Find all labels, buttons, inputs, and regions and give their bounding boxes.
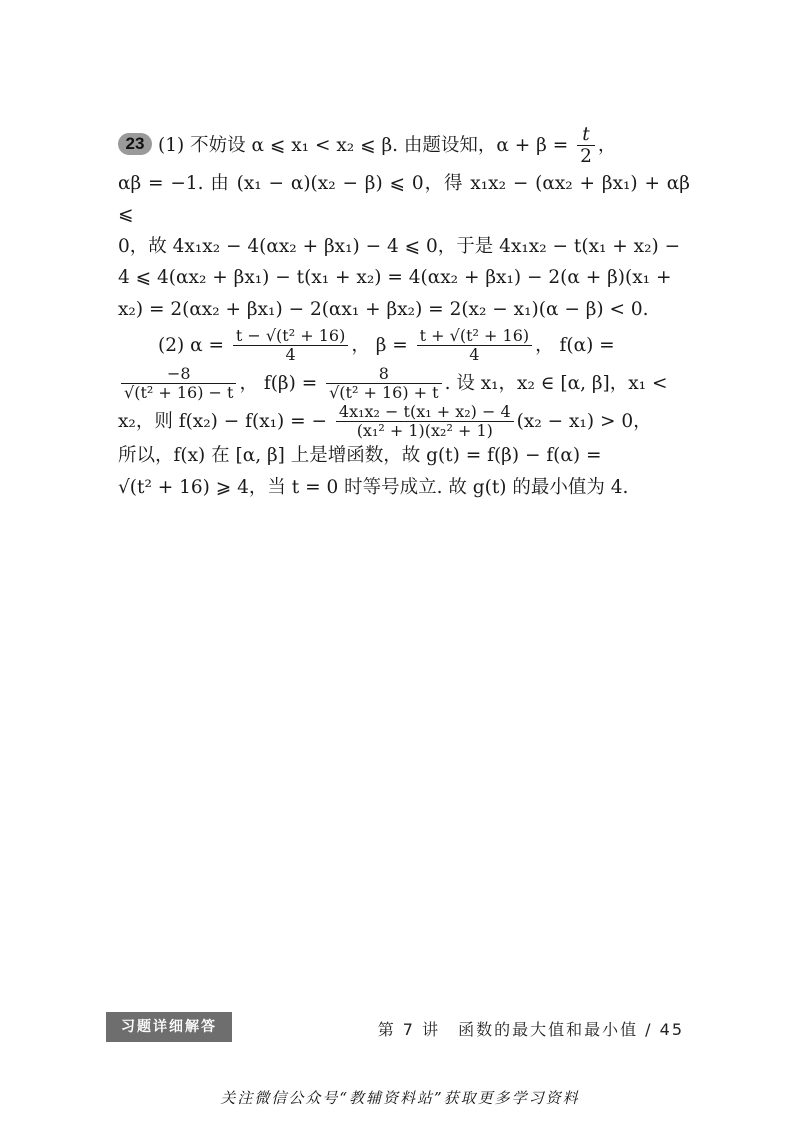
- part1-line1-text: (1) 不妨设 α ⩽ x₁ < x₂ ⩽ β. 由题设知，α + β =: [158, 134, 575, 156]
- beta-label: ， β =: [351, 334, 414, 356]
- part1-line2: αβ = −1. 由 (x₁ − α)(x₂ − β) ⩽ 0，得 x₁x₂ − (αx₂ + βx₁) + αβ ⩽: [118, 172, 690, 226]
- fraction-numerator: t: [577, 124, 595, 146]
- f-alpha-numerator: −8: [121, 365, 236, 384]
- alpha-label: (2) α =: [158, 334, 230, 356]
- fraction-difference: [336, 403, 514, 441]
- difference-denominator: (x₁² + 1)(x₂² + 1): [356, 420, 493, 440]
- f-alpha-label: ， f(α) =: [535, 334, 615, 356]
- beta-denominator: 4: [469, 345, 480, 365]
- footer-watermark-note: 关注微信公众号“教辅资料站”获取更多学习资料: [220, 1089, 580, 1107]
- f-beta-label: ， f(β) =: [239, 372, 324, 394]
- part2-line4: 所以，f(x) 在 [α, β] 上是增函数，故 g(t) = f(β) − f(α) =: [118, 445, 602, 467]
- solution-part-1: [118, 124, 690, 325]
- problem-number-badge: 23: [118, 133, 152, 155]
- f-beta-denominator: √(t² + 16) + t: [329, 383, 439, 403]
- beta-numerator: t + √(t² + 16): [417, 327, 532, 346]
- part2-line5: √(t² + 16) ⩾ 4，当 t = 0 时等号成立. 故 g(t) 的最小值为 4.: [118, 476, 629, 498]
- fraction-denominator: 2: [580, 146, 592, 168]
- footer-chapter-page: 第 7 讲 函数的最大值和最小值 / 45: [377, 1020, 684, 1039]
- fraction-beta: [417, 327, 532, 365]
- fraction-f-beta: [326, 365, 441, 403]
- fraction-f-alpha: [121, 365, 236, 403]
- set-x1-x2-text: . 设 x₁，x₂ ∈ [α, β]，x₁ <: [444, 372, 668, 394]
- part1-line3: 0，故 4x₁x₂ − 4(αx₂ + βx₁) − 4 ⩽ 0，于是 4x₁x₂ − t(x₁ + x₂) −: [118, 235, 681, 257]
- alpha-numerator: t − √(t² + 16): [233, 327, 348, 346]
- fraction-t-over-2: [577, 124, 595, 168]
- f-alpha-denominator: √(t² + 16) − t: [124, 383, 234, 403]
- part1-line1-end: ，: [597, 134, 617, 156]
- difference-numerator: 4x₁x₂ − t(x₁ + x₂) − 4: [336, 403, 514, 422]
- fraction-alpha: [233, 327, 348, 365]
- f-beta-numerator: 8: [326, 365, 441, 384]
- part1-line5: x₂) = 2(αx₂ + βx₁) − 2(αx₁ + βx₂) = 2(x₂ − x₁)(α − β) < 0.: [118, 298, 649, 320]
- solution-body: [118, 124, 690, 503]
- solution-part-2: [118, 327, 690, 503]
- footer-section-tab: 习题详细解答: [106, 1012, 232, 1042]
- part2-line3-end: (x₂ − x₁) > 0，: [516, 410, 652, 432]
- alpha-denominator: 4: [285, 345, 296, 365]
- part1-line4: 4 ⩽ 4(αx₂ + βx₁) − t(x₁ + x₂) = 4(αx₂ + βx₁) − 2(α + β)(x₁ +: [118, 267, 672, 289]
- part2-line3-start: x₂，则 f(x₂) − f(x₁) = −: [118, 410, 333, 432]
